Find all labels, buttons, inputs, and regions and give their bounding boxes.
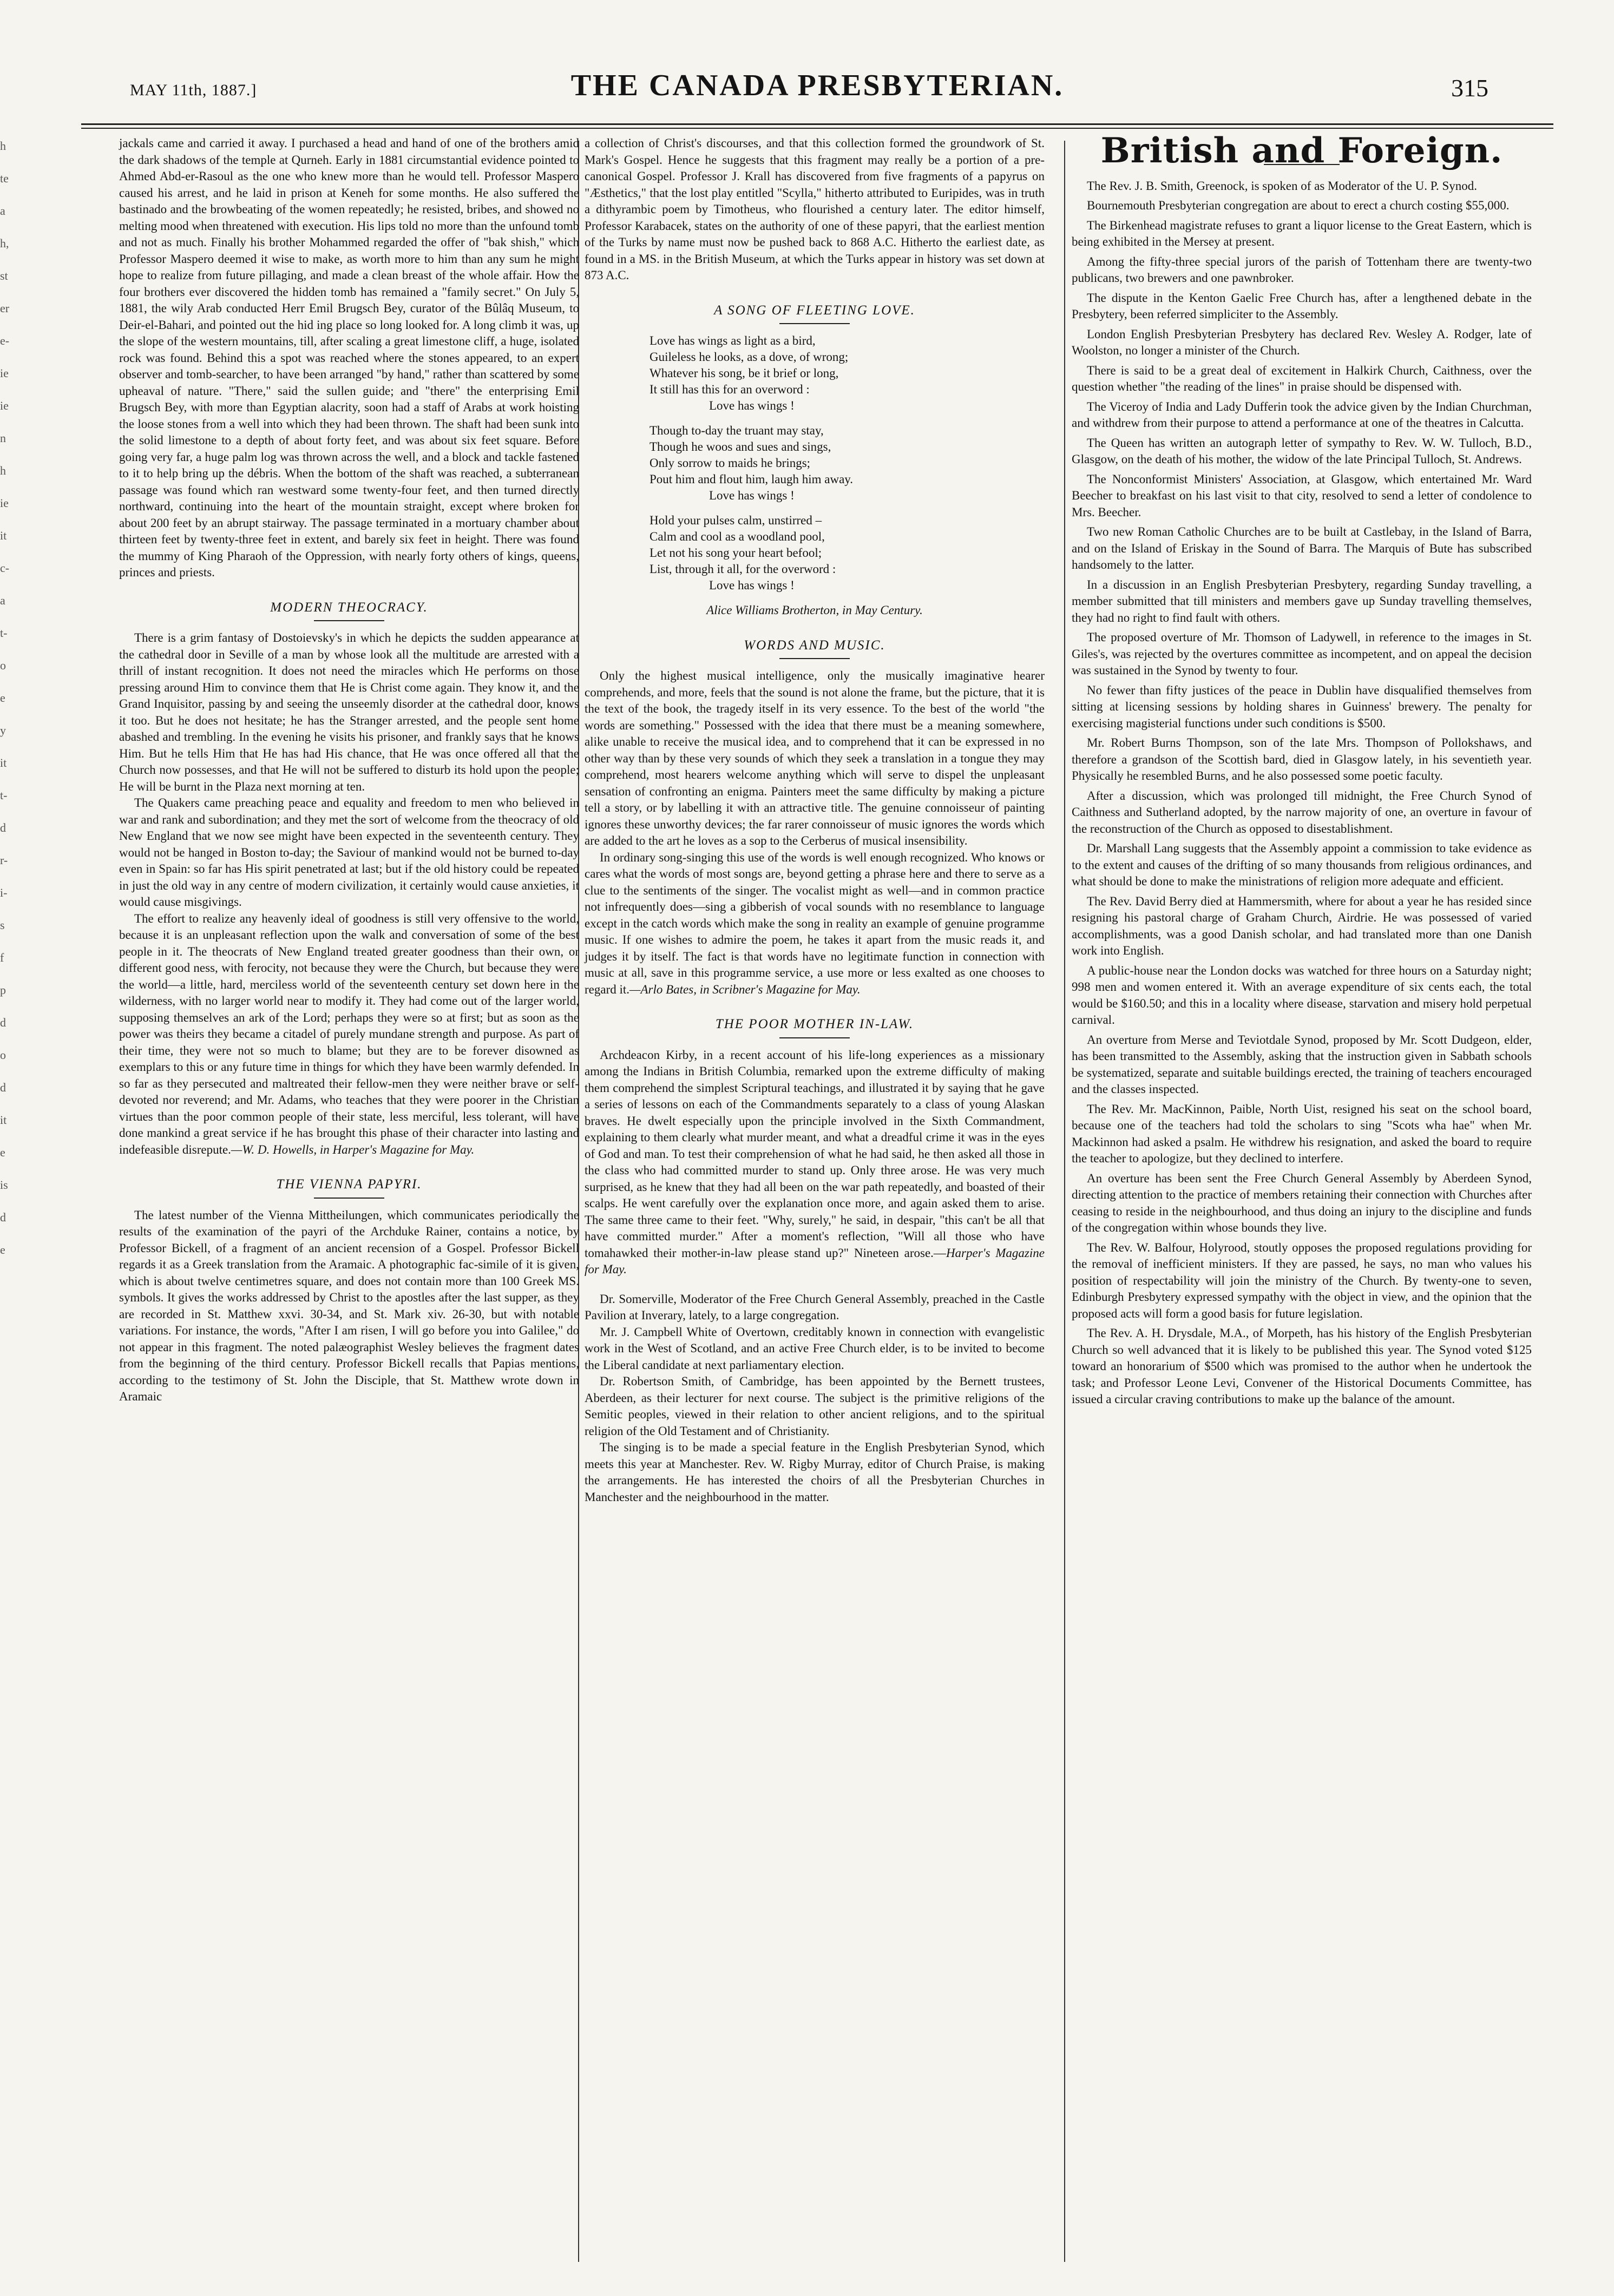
section-heading: WORDS AND MUSIC. [585,637,1045,660]
margin-fragment: e- [0,334,10,347]
column-1 [119,135,579,1405]
news-item: Mr. J. Campbell White of Overtown, creditably known in connection with evangelistic work in the West of Scotland, and an active Free Church elder, is to be invited to become the Liberal candidate at next parliamentary election. [585,1325,1045,1372]
news-item: Two new Roman Catholic Churches are to be built at Castlebay, in the Island of Barra, and on the Island of Eriskay in the Sound of Barra. The Marquis of Bute has subscribed handsomely to the latter. [1072,525,1532,571]
article-credit: Harper's Magazine for May. [585,1246,1045,1276]
margin-fragment: h [0,139,6,153]
margin-fragment: d [0,1016,6,1029]
margin-fragment: c- [0,561,10,575]
news-item: The singing is to be made a special feature in the English Presbyterian Synod, which meets this year at Manchester. Rev. W. Rigby Murray, editor of Church Praise, is making the arrangements. He has interested the choirs of all the Presbyterian Churches in Manchester and the neighbourhood in the matter. [585,1440,1045,1504]
poem [649,333,1045,594]
poem-credit: Alice Williams Brotherton, in May Century. [706,603,923,617]
margin-fragment: t- [0,788,8,802]
poem-line: Whatever his song, be it brief or long, [649,366,839,380]
news-item: Dr. Robertson Smith, of Cambridge, has been appointed by the Bernett trustees, Aberdeen, as their lecturer for next course. The subject is the primitive religions of the Semitic peoples, viewed in their relation to other ancient religions, and to the spiritual religion of the Old Testament and of Christianity. [585,1374,1045,1438]
margin-fragment: i- [0,886,8,899]
news-item: An overture has been sent the Free Church General Assembly by Aberdeen Synod, directing attention to the practice of members retaining their connection with Churches after ceasing to reside in the neighbourhood, and thus doing an injury to the discipline and funds of the congregation within whose bounds they live. [1072,1171,1532,1234]
margin-fragment: it [0,756,7,769]
margin-fragment: a [0,594,5,607]
margin-fragment: is [0,1178,8,1192]
margin-fragment: s [0,918,5,932]
poem-stanza [649,512,1045,594]
left-margin-fragments [0,130,22,1266]
section-masthead: British and Foreign. [1100,130,1503,171]
poem-line: List, through it all, for the overword : [649,562,836,576]
news-item: The Queen has written an autograph letter of sympathy to Rev. W. W. Tulloch, B.D., Glasgow, on the death of his mother, the widow of the late Principal Tulloch, St. Andrews. [1072,436,1532,466]
margin-fragment: st [0,269,8,282]
poem-line: Hold your pulses calm, unstirred – [649,514,822,527]
margin-fragment: d [0,821,6,834]
article-paragraph: Only the highest musical intelligence, only the musically imaginative hearer comprehends, and more, feels that the sound is not alone the frame, but the picture, that it is the text of the book, the tragedy itself in its very essence. To the best of the world "the words are something." Possessed with the idea that there must be a meaning somewhere, alike unable to receive the musical idea, and to comprehend that it can be expressed in no other way than by these very sounds of which they seek a translation in a tongue they may comprehend, most hearers welcome anything which will serve to dispel the unpleasant sensation of confronting an enigma. Painters meet the same difficulty by making a picture tell a story, or by labelling it with an attractive title. The genuine connoisseur of painting ignores these unworthy devices; the far rarer connoisseur of music ignores the words which are added to the art he loves as a sop to the Cerberus of musical insensibility. [585,669,1045,847]
margin-fragment: it [0,1113,7,1127]
paragraph-text: The effort to realize any heavenly ideal of goodness is still very offensive to the world, because it is an unpleasant reflection upon the walk and conversation of some of the best people in it. The theocrats of New England treated greater goodness than their own, or different good ness, with ferocity, not because they were the Church, but because they were the world—a little, hard, merciless world of the seventeenth century set down here in the wilderness, with no larger world near to modify it. They had come out of the larger world, supposing themselves an ark of the Lord; perhaps they were so at first; but as soon as the power was theirs they became a citadel of purely mundane strength and purpose. As part of their time, they were not so much to blame; but they are to be forever disowned as exemplars to this or any future time in things for which they have been warmly defended. In so far as they persecuted and maltreated their fellow-men they were neither brave or self-devoted nor reverend; and Mr. Adams, who teaches that they were poorer in the Christian virtues than the poor common people of their state, less merciful, less tolerant, will have done mankind a great service if he has brought this phase of their character into lasting and indefeasible disrepute. [119,911,579,1156]
page-header [81,65,1553,119]
section-heading: MODERN THEOCRACY. [119,600,579,622]
news-item: The proposed overture of Mr. Thomson of Ladywell, in reference to the images in St. Giles's, was rejected by the overtures committee as incompetent, and on appeal the decision was sustained in the Synod by twenty to four. [1072,630,1532,677]
news-item: No fewer than fifty justices of the peace in Dublin have disqualified themselves from sitting at licensing sessions by holding shares in Guinness' brewery. The penalty for exercising magisterial functions under such conditions is $500. [1072,683,1532,730]
article-paragraph: a collection of Christ's discourses, and that this collection formed the groundwork of St. Mark's Gospel. Hence he suggests that this fragment may really be a portion of a pre-canonical Gospel. Professor J. Krall has discovered from five fragments of a papyrus on "Æsthetics," that the lost play entitled "Scylla," hitherto attributed to Euripides, was in truth a dithyrambic poem by Timotheus, who flourished a century later. The editor himself, Professor Karabacek, states on the authority of one of these papyri, that the earliest mention of the Turks by name must now be pushed back to 868 A.C. Hitherto the earliest date, as found in a MS. in the British Museum, at which the Turks appear in history was set down at 873 A.C. [585,136,1045,282]
issue-date: MAY 11th, 1887.] [130,81,257,99]
news-item: Dr. Somerville, Moderator of the Free Church General Assembly, preached in the Castle Pavilion at Inverary, lately, to a large congregation. [585,1292,1045,1322]
article-paragraph: There is a grim fantasy of Dostoievsky's in which he depicts the sudden appearance at the cathedral door in Seville of a man by whose look all the multitude are arrested with a thrill of instant recognition. It does not need the miracles which He performs on those pressing around Him to convince them that He is Christ come again. They know it, and the Grand Inquisitor, passing by and seeing the unseemly disorder at the cathedral door, knows it too. But he does not hesitate; he has the Stranger arrested, and the people sent home abashed and trembling. In the evening he visits his prisoner, and frankly says that he knows Him. But he tells Him that He has had His chance, that He was once offered all that the Church now possesses, and that He will not be suffered to disturb its hold upon the people; He will be burnt in the Plaza next morning at ten. [119,631,579,793]
poem-line: Love has wings as light as a bird, [649,334,816,347]
margin-fragment: e [0,1243,5,1256]
poem-refrain: Love has wings ! [709,399,795,412]
poem-line: Only sorrow to maids he brings; [649,456,811,470]
news-item: London English Presbyterian Presbytery has declared Rev. Wesley A. Rodger, late of Woolston, no longer a minister of the Church. [1072,327,1532,357]
header-rule-double [81,128,1553,129]
margin-fragment: y [0,723,6,737]
section-heading: THE POOR MOTHER IN-LAW. [585,1016,1045,1038]
poem-line: Let not his song your heart befool; [649,546,822,560]
poem-stanza [649,333,1045,414]
margin-fragment: e [0,691,5,705]
news-list [1072,178,1532,1408]
poem-stanza [649,423,1045,504]
poem-line: Though he woos and sues and sings, [649,440,831,453]
margin-fragment: ie [0,366,9,380]
news-item: The dispute in the Kenton Gaelic Free Church has, after a lengthened debate in the Presbytery, been referred simpliciter to the Assembly. [1072,291,1532,321]
news-item: Dr. Marshall Lang suggests that the Assembly appoint a commission to take evidence as to the extent and causes of the drifting of so many thousands from religious ordinances, and what should be done to make the ministrations of religion more adequate and efficient. [1072,841,1532,888]
paragraph-text: Archdeacon Kirby, in a recent account of his life-long experiences as a missionary among the Indians in British Columbia, remarked upon the extreme difficulty of making them comprehend the simplest Scriptural teachings, and illustrated it by saying that he gave a series of lessons on each of the Commandments separately to a class of young Alaskan braves. He dwelt especially upon the principle involved in the Sixth Commandment, explaining to them clearly what murder meant, and what a dreadful crime it was in the eyes of God and man. To test their comprehension of what he had said, he then asked all those in the class who had committed murder to stand up. Only three arose. He was very much surprised, as he knew that they had all been on the war path repeatedly, and boasted of their scalps. He went carefully over the explanation once more, and again asked them to arise. The same three came to their feet. "Why, surely," he said, in despair, "this can't be all that have committed murder." After a moment's reflection, "Will all those who have tomahawked their mother-in-law please stand up?" Nineteen arose.— [585,1048,1045,1260]
news-item: The Birkenhead magistrate refuses to grant a liquor license to the Great Eastern, which is being exhibited in the Mersey at present. [1072,218,1532,248]
margin-fragment: ie [0,496,9,510]
news-item: The Rev. A. H. Drysdale, M.A., of Morpeth, has his history of the English Presbyterian Church so well advanced that it is likely to be published this year. The Synod voted $125 toward an honorarium of $500 which was promised to the author when he undertook the task; and Professor Leone Levi, Convener of the Historical Documents Committee, has issued a circular craving contributions to make up the balance of the amount. [1072,1326,1532,1406]
margin-fragment: ie [0,399,9,412]
margin-fragment: r- [0,853,8,867]
paragraph-text: In ordinary song-singing this use of the words is well enough recognized. Who knows or cares what the words of most songs are, beyond getting a phrase here and there to serve as a clue to the sentiments of the singer. The vocalist might as well—and in common practice not infrequently does—sing a gibberish of vocal sounds with no resemblance to language except in the catch words which make the song in reality an example of genuine programme music. If one wishes to admire the poem, he takes it apart from the music reads it, and judges it by itself. The fact is that words have no legitimate function in connection with music at all, save in this programme service, a use more or less exalted as one chooses to regard it. [585,850,1045,996]
news-item: The Rev. David Berry died at Hammersmith, where for about a year he has resided since resigning his pastoral charge of Graham Church, Airdrie. He was possessed of varied accomplishments, was a good Danish scholar, and had translated more than one Danish work into English. [1072,894,1532,957]
news-item: An overture from Merse and Teviotdale Synod, proposed by Mr. Scott Dudgeon, elder, has been transmitted to the Assembly, asking that the instruction given in Sabbath schools be systematized, separate and suitable buildings erected, the training of teachers encouraged and the classes inspected. [1072,1032,1532,1096]
news-item: The Viceroy of India and Lady Dufferin took the advice given by the Indian Churchman, and withdrew from their purpose to attend a performance at one of the theatres in Calcutta. [1072,399,1532,430]
margin-fragment: it [0,529,7,542]
news-item: Among the fifty-three special jurors of the parish of Tottenham there are twenty-two publicans, two brewers and one pawnbroker. [1072,254,1532,285]
poem-line: Calm and cool as a woodland pool, [649,530,825,543]
article-paragraph [585,850,1045,998]
column-2 [585,135,1045,1505]
news-item: There is said to be a great deal of excitement in Halkirk Church, Caithness, over the question whether "the reading of the lines" in praise should be dispensed with. [1072,363,1532,393]
poem-refrain: Love has wings ! [709,489,795,502]
margin-fragment: a [0,204,5,218]
margin-fragment: d [0,1081,6,1094]
column-3 [1072,130,1532,1411]
margin-fragment: o [0,659,6,672]
margin-fragment: e [0,1146,5,1159]
margin-fragment: h [0,464,6,477]
news-item: Bournemouth Presbyterian congregation are about to erect a church costing $55,000. [1087,199,1510,212]
page-number: 315 [1451,74,1488,102]
news-item: The Rev. J. B. Smith, Greenock, is spoken of as Moderator of the U. P. Synod. [1087,179,1478,193]
news-item: In a discussion in an English Presbyterian Presbytery, regarding Sunday travelling, a member submitted that till ministers and members gave up Sunday travelling themselves, they had no right to find fault with others. [1072,577,1532,624]
news-item: The Rev. Mr. MacKinnon, Paible, North Uist, resigned his seat on the school board, because one of the teachers had told the scholars to sing "Scots wha hae" when Mr. Mackinnon had asked a psalm. He withdrew his resignation, and asked the board to require the teacher to apologize, but they declined to interfere. [1072,1102,1532,1165]
article-paragraph: The latest number of the Vienna Mittheilungen, which communicates periodically the results of the examination of the payri of the Archduke Rainer, contains a notice, by Professor Bickell, of a fragment of an ancient recension of a Gospel. Professor Bickell regards it as a Greek translation from the Aramaic. A photographic fac-simile of it is given, which is about twelve centimetres square, and does not contain more than 100 Greek MS. symbols. It gives the works addressed by Christ to the apostles after the last supper, as they are recorded in St. Matthew xxvi. 30-34, and St. Mark xiv. 26-30, but with notable variations. For instance, the words, "After I am risen, I will go before you into Galilee," do not appear in this fragment. The noted palæographist Wesley believes the fragment dates from the beginning of the third century. Professor Bickell recalls that Papias mentions, according to the testimony of St. John the Disciple, that St. Matthew wrote down in Aramaic [119,1208,579,1403]
margin-fragment: d [0,1211,6,1224]
section-heading: THE VIENNA PAPYRI. [119,1176,579,1199]
news-item: Mr. Robert Burns Thompson, son of the late Mrs. Thompson of Pollokshaws, and therefore a grandson of the Scottish bard, died in Glasgow lately, in his seventieth year. Physically he resembled Burns, and he also possessed some poetic faculty. [1072,736,1532,782]
margin-fragment: o [0,1048,6,1062]
news-item: A public-house near the London docks was watched for three hours on a Saturday night; 998 men and women entered it. With an average expenditure of six cents each, the total would be $160.50; and this in a locality where disease, starvation and misery hold perpetual carnival. [1072,963,1532,1027]
article-paragraph [119,911,579,1159]
poem-line: Guileless he looks, as a dove, of wrong; [649,350,849,364]
margin-fragment: h, [0,236,9,250]
news-item: The Nonconformist Ministers' Association, at Glasgow, which entertained Mr. Ward Beecher to breakfast on his last visit to that city, resolved to send a letter of condolence to Mrs. Beecher. [1072,472,1532,519]
margin-fragment: p [0,983,6,997]
poem-line: It still has this for an overword : [649,383,810,396]
news-item: The Rev. W. Balfour, Holyrood, stoutly opposes the proposed regulations providing for the removal of inefficient ministers. If they are passed, he says, no man who values his position of respectability will join the ministry of the Church. By twenty-one to seven, Edinburgh Presbytery expressed sympathy with the object in view, and the opinion that the proposed acts will form a good basis for future legislation. [1072,1240,1532,1320]
section-heading: A SONG OF FLEETING LOVE. [585,302,1045,325]
poem-line: Pout him and flout him, laugh him away. [649,472,854,486]
article-credit: —W. D. Howells, in Harper's Magazine for May. [231,1142,475,1156]
news-item: After a discussion, which was prolonged till midnight, the Free Church Synod of Caithness and Sutherland adopted, by the narrow majority of one, an overture in favour of the reconstruction of the Church as opposed to disestablishment. [1072,788,1532,835]
article-paragraph [585,1047,1045,1278]
margin-fragment: er [0,301,10,315]
margin-fragment: f [0,951,4,964]
column-divider [1064,141,1065,2262]
margin-fragment: te [0,172,9,185]
poem-line: Though to-day the truant may stay, [649,424,824,437]
header-rule [81,123,1553,125]
margin-fragment: t- [0,626,8,640]
article-paragraph: jackals came and carried it away. I purchased a head and hand of one of the brothers amid the dark shadows of the temple at Qurneh. Early in 1881 circumstantial evidence pointed to Ahmed Abd-er-Rasoul as the one who knew more than he would tell. Professor Maspero caused his arrest, and he laid in prison at Keneh for some months. He also suffered the bastinado and the browbeating of the women repeatedly; he resisted, bribes, and showed no melting mood when threatened with execution. His lips told no more than the unfound tomb and not as much. Finally his brother Mohammed regarded the offer of "bak shish," which Professor Maspero deemed it wise to make, as worth more to him than any sum he might hope to realize from future pillaging, and made a clean breast of the whole affair. How the four brothers ever discovered the hidden tomb has remained a "family secret." On July 5, 1881, the wily Arab conducted Herr Emil Brugsch Bey, curator of the Bûlâq Museum, to Deir-el-Bahari, and pointed out the hid ing place so long looked for. A long climb it was, up the slope of the western mountains, till, after scaling a great limestone cliff, a huge, isolated rock was found. Behind this a spot was reached where the stones appeared, to an expert observer and tomb-searcher, to have been arranged "by hand," rather than scattered by some upheaval of nature. "There," said the sullen guide; and "there" the enterprising Emil Brugsch Bey, with more than Egyptian alacrity, soon had a staff of Arabs at work hoisting the loose stones from a well into which they had been thrown. The shaft had been sunk into the solid limestone to a depth of about forty feet, and was about six feet square. Before going very far, a huge palm log was thrown across the well, and a block and tackle fastened to it to help bring up the débris. When the bottom of the shaft was reached, a subterranean passage was found which ran westward some twenty-four feet, and then turned directly northward, continuing into the heart of the mountain straight, except where broken for about 200 feet by an abrupt stairway. The passage terminated in a mortuary chamber about thirteen feet by twenty-three feet in extent, and barely six feet in height. There was found the mummy of King Pharaoh of the Oppression, with nearly forty others of kings, queens, princes and priests. [119,136,579,579]
margin-fragment: n [0,431,6,445]
poem-refrain: Love has wings ! [709,578,795,592]
article-credit: —Arlo Bates, in Scribner's Magazine for May. [629,982,861,996]
newspaper-title: THE CANADA PRESBYTERIAN. [570,69,1064,102]
article-paragraph: The Quakers came preaching peace and equality and freedom to men who believed in war and rank and subordination; and they met the sort of welcome from the theocracy of old New England that we now see might have been expected in the seventeenth century. They would not be hanged in Boston to-day; the Saviour of mankind would not be burned to-day even in Spain: so far has His spirit penetrated at last; but if the old history could be repeated in just the old way in any centre of modern civilization, it certainly would cause anxieties, it would cause misgivings. [119,796,579,909]
